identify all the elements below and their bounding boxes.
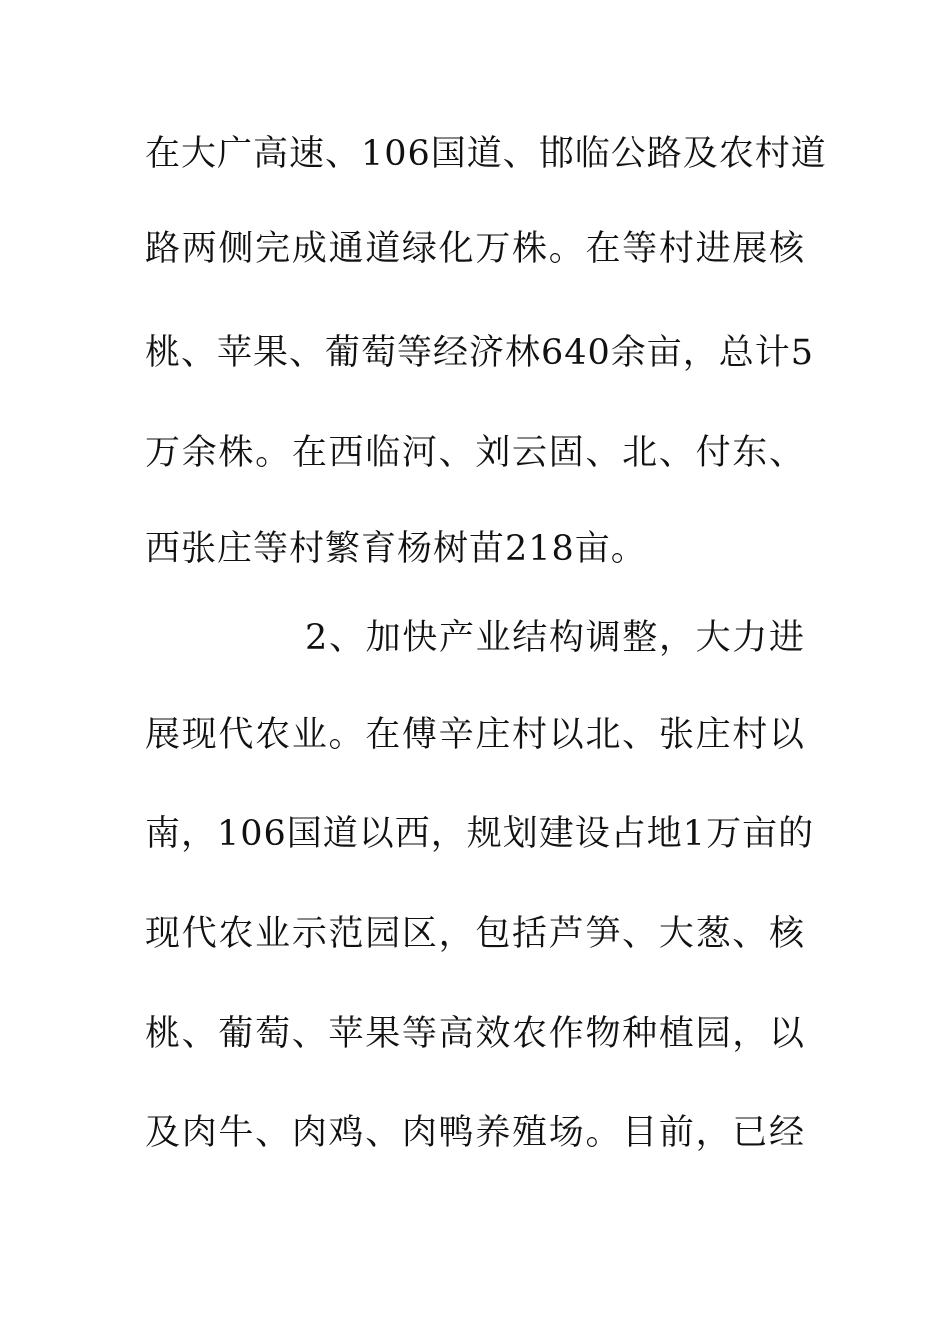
paragraph-line-7: 展现代农业。在傅辛庄村以北、张庄村以: [145, 715, 805, 755]
paragraph-line-9: 现代农业示范园区，包括芦笋、大葱、核: [145, 914, 805, 954]
paragraph-line-10: 桃、葡萄、苹果等高效农作物种植园，以: [145, 1014, 805, 1054]
paragraph-line-1: 在大广高速、106国道、邯临公路及农村道: [145, 134, 827, 174]
paragraph-line-3: 桃、苹果、葡萄等经济林640余亩，总计5: [145, 333, 815, 373]
paragraph-line-5: 西张庄等村繁育杨树苗218亩。: [145, 529, 647, 569]
paragraph-line-4: 万余株。在西临河、刘云固、北、付东、: [145, 433, 805, 473]
paragraph-line-11: 及肉牛、肉鸡、肉鸭养殖场。目前，已经: [145, 1113, 805, 1153]
paragraph-line-6: 2、加快产业结构调整，大力进: [305, 618, 805, 658]
paragraph-line-2: 路两侧完成通道绿化万株。在等村进展核: [145, 229, 805, 269]
paragraph-line-8: 南，106国道以西，规划建设占地1万亩的: [145, 814, 815, 854]
